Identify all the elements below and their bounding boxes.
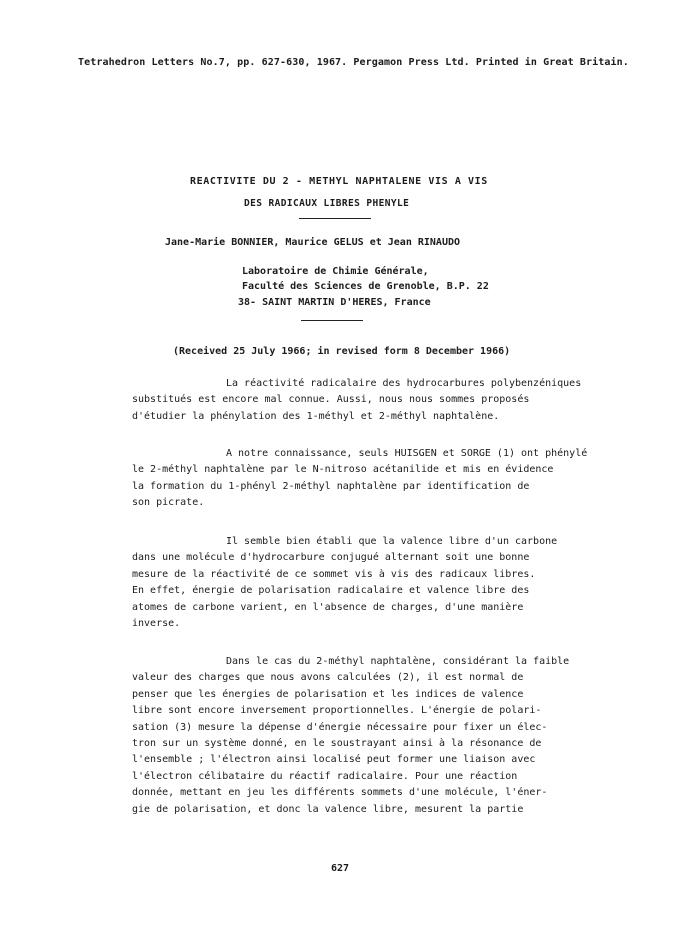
- title-divider: [299, 218, 371, 219]
- affiliation-line-1: Laboratoire de Chimie Générale,: [242, 266, 429, 277]
- affiliation-divider: [301, 320, 363, 321]
- text-line: mesure de la réactivité de ce sommet vis à vis des radicaux libres.: [132, 568, 536, 580]
- paragraph-3: [132, 534, 562, 632]
- paragraph-1: [132, 376, 582, 425]
- affiliation-line-2: Faculté des Sciences de Grenoble, B.P. 22: [242, 281, 489, 292]
- text-line: atomes de carbone varient, en l'absence de charges, d'une manière: [132, 601, 524, 613]
- title-line-2: DES RADICAUX LIBRES PHENYLE: [244, 198, 410, 209]
- received-date: (Received 25 July 1966; in revised form 8 December 1966): [173, 346, 511, 357]
- text-line: valeur des charges que nous avons calculées (2), il est normal de: [132, 672, 524, 684]
- text-line: son picrate.: [132, 497, 205, 509]
- text-line: d'étudier la phénylation des 1-méthyl et 2-méthyl naphtalène.: [132, 410, 500, 422]
- text-line: libre sont encore inversement proportionnelles. L'énergie de polari-: [132, 705, 542, 717]
- paragraph-4: [132, 654, 570, 818]
- text-line: inverse.: [132, 617, 181, 629]
- text-line: La réactivité radicalaire des hydrocarbures polybenzéniques: [226, 378, 582, 389]
- page-number: 627: [331, 863, 350, 874]
- authors: Jane-Marie BONNIER, Maurice GELUS et Jean RINAUDO: [165, 237, 461, 248]
- text-line: A notre connaissance, seuls HUISGEN et SORGE (1) ont phénylé: [226, 448, 588, 459]
- affiliation-line-3: 38- SAINT MARTIN D'HERES, France: [238, 297, 431, 308]
- text-line: Dans le cas du 2-méthyl naphtalène, considérant la faible: [226, 656, 570, 667]
- text-line: l'électron célibataire du réactif radicalaire. Pour une réaction: [132, 770, 518, 782]
- text-line: l'ensemble ; l'électron ainsi localisé peut former une liaison avec: [132, 754, 536, 766]
- text-line: le 2-méthyl naphtalène par le N-nitroso acétanilide et mis en évidence: [132, 464, 554, 476]
- text-line: substitués est encore mal connue. Aussi, nous nous sommes proposés: [132, 394, 530, 406]
- text-line: Il semble bien établi que la valence libre d'un carbone: [226, 536, 558, 547]
- text-line: gie de polarisation, et donc la valence libre, mesurent la partie: [132, 803, 524, 815]
- text-line: sation (3) mesure la dépense d'énergie nécessaire pour fixer un élec-: [132, 721, 548, 733]
- text-line: penser que les énergies de polarisation et les indices de valence: [132, 688, 524, 700]
- text-line: dans une molécule d'hydrocarbure conjugué alternant soit une bonne: [132, 552, 530, 564]
- paragraph-2: [132, 446, 588, 512]
- title-line-1: REACTIVITE DU 2 - METHYL NAPHTALENE VIS A VIS: [190, 176, 488, 187]
- text-line: tron sur un système donné, en le soustrayant ainsi à la résonance de: [132, 737, 542, 749]
- text-line: En effet, énergie de polarisation radicalaire et valence libre des: [132, 585, 530, 597]
- text-line: donnée, mettant en jeu les différents sommets d'une molécule, l'éner-: [132, 787, 548, 799]
- journal-header: Tetrahedron Letters No.7, pp. 627-630, 1967. Pergamon Press Ltd. Printed in Great Britain.: [78, 57, 629, 68]
- text-line: la formation du 1-phényl 2-méthyl naphtalène par identification de: [132, 480, 530, 492]
